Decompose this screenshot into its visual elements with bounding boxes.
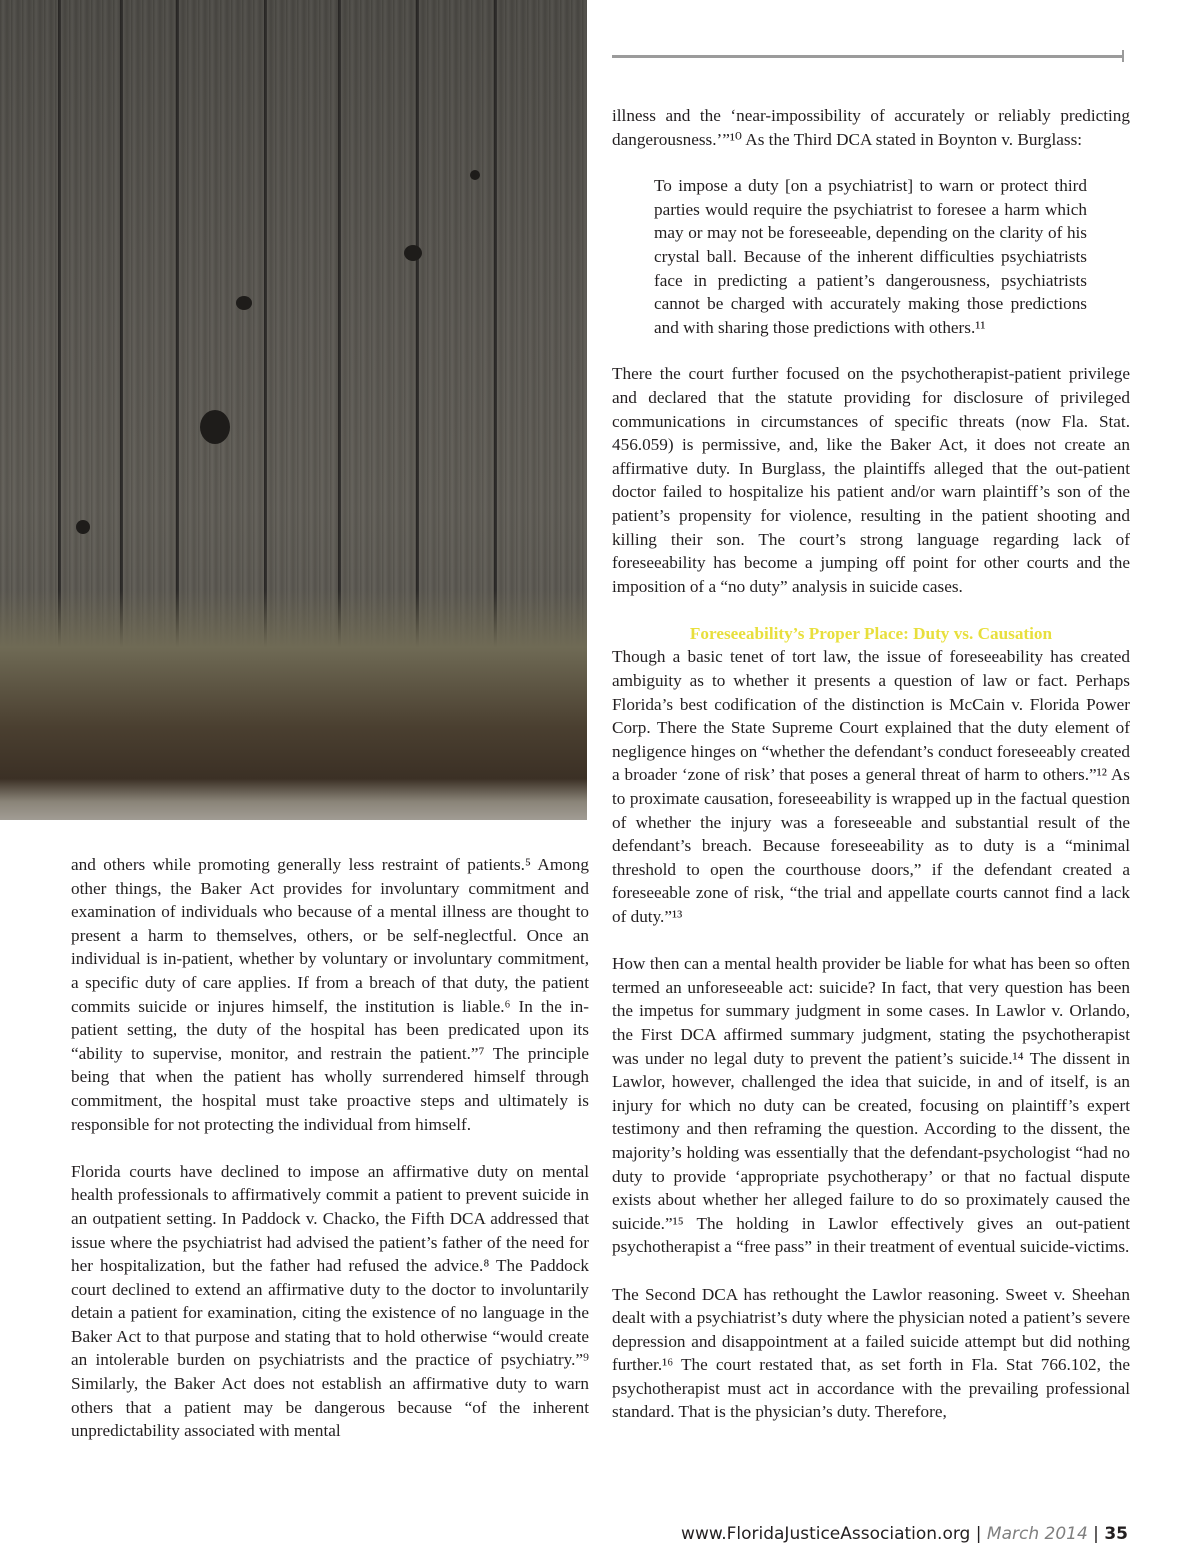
right-paragraph-5: The Second DCA has rethought the Lawlor reasoning. Sweet v. Sheehan dealt with a psychiatrist’s duty where the physician noted a patient’s severe depression and disappointment at a failed suicide attempt but did nothing further.¹⁶ The court restated that, as set forth in Fla. Stat 766.102, the psychotherapist must act in accordance with the prevailing professional standard. That is the physician’s duty. Therefore, <box>612 1284 1130 1422</box>
right-paragraph-1: illness and the ‘near-impossibility of accurately or reliably predicting dangerousness.’”¹⁰ As the Third DCA stated in Boynton v. Burglass: <box>612 106 1130 149</box>
left-paragraph-2: Florida courts have declined to impose an affirmative duty on mental health professionals to affirmatively commit a patient to prevent suicide in an outpatient setting. In Paddock v. Chacko, the Fifth DCA addressed that issue where the psychiatrist had advised the patient’s father of the need for her hospitalization, but the father had refused the advice.⁸ The Paddock court declined to extend an affirmative duty to the doctor to involuntarily detain a patient for examination, citing the existence of no language in the Baker Act to that purpose and stating that to hold otherwise “would create an intolerable burden on psychiatrists and the practice of psychiatry.”⁹ Similarly, the Baker Act does not establish an affirmative duty to warn others that a patient may be dangerous because “of the inherent unpredictability associated with mental <box>71 1161 589 1441</box>
top-rule-tick <box>1122 50 1124 62</box>
block-quote: To impose a duty [on a psychiatrist] to warn or protect third parties would require the psychiatrist to foresee a harm which may or may not be foreseeable, depending on the clarity of his crystal ball. Because of the inherent difficulties psychiatrists face in predicting a patient’s dangerousness, psychiatrists cannot be charged with accurately making those predictions and with sharing those predictions with others.¹¹ <box>654 176 1087 337</box>
footer-separator: | <box>1087 1524 1105 1544</box>
footer-date: March 2014 <box>986 1524 1088 1544</box>
section-heading: Foreseeability’s Proper Place: Duty vs. Causation <box>689 623 1053 643</box>
page-footer <box>681 1524 1128 1544</box>
top-rule <box>612 55 1124 58</box>
fence-photo <box>0 0 587 820</box>
right-column <box>612 104 1130 1424</box>
footer-separator: | <box>970 1524 987 1544</box>
right-paragraph-4: How then can a mental health provider be liable for what has been so often termed an unforeseeable act: suicide? In fact, that very question has been the impetus for summary judgment in some cases. In Lawlor v. Orlando, the First DCA affirmed summary judgment, stating the psychotherapist was under no legal duty to prevent the patient’s suicide.¹⁴ The dissent in Lawlor, however, challenged the idea that suicide, in and of itself, is an injury for which no duty can be created, focusing on plaintiff’s expert testimony and then reframing the question. According to the dissent, the majority’s holding was essentially that the defendant-psychologist “had no duty to provide ‘appropriate psychotherapy’ or that no factual dispute exists about whether her alleged failure to do so proximately caused the suicide.”¹⁵ The holding in Lawlor effectively gives an out-patient psychotherapist a “free pass” in their treatment of eventual suicide-victims. <box>612 954 1130 1257</box>
page-number: 35 <box>1104 1524 1128 1544</box>
right-paragraph-3: Though a basic tenet of tort law, the issue of foreseeability has created ambiguity as to whether it presents a question of law or fact. Perhaps Florida’s best codification of the distinction is McCain v. Florida Power Corp. There the State Supreme Court explained that the duty element of negligence hinges on “whether the defendant’s conduct foreseeably created a broader ‘zone of risk’ that poses a general threat of harm to others.”¹² As to proximate causation, foreseeability is wrapped up in the factual question of whether the injury was a foreseeable and substantial result of the defendant’s breach. Because foreseeability as to duty is a “minimal threshold to open the courthouse doors,” if the defendant created a foreseeable zone of risk, “the trial and appellate courts cannot find a lack of duty.”¹³ <box>612 647 1130 926</box>
grass-and-dirt <box>0 590 587 820</box>
left-column <box>71 853 589 1443</box>
right-paragraph-2: There the court further focused on the psychotherapist-patient privilege and declared that the statute providing for disclosure of privileged communications in circumstances of specific threats (now Fla. Stat. 456.059) is permissive, and, like the Baker Act, it does not create an affirmative duty. In Burglass, the plaintiffs alleged that the out-patient doctor failed to hospitalize his patient and/or warn plaintiff’s son of the patient’s propensity for violence, resulting in the patient shooting and killing their son. The court’s strong language regarding lack of foreseeability has become a jumping off point for other courts and the imposition of a “no duty” analysis in suicide cases. <box>612 364 1130 596</box>
left-paragraph-1: and others while promoting generally less restraint of patients.⁵ Among other things, the Baker Act provides for involuntary commitment and examination of individuals who because of a mental illness are thought to present a harm to themselves, others, or be self-neglectful. Once an individual is in-patient, whether by voluntary or involuntary commitment, a specific duty of care applies. If from a breach of that duty, the patient commits suicide or injures himself, the institution is liable.⁶ In the in-patient setting, the duty of the hospital has been predicated upon its “ability to supervise, monitor, and restrain the patient.”⁷ The principle being that when the patient has wholly surrendered himself through commitment, the hospital must take proactive steps and ultimately is responsible for not protecting the individual from himself. <box>71 855 589 1134</box>
footer-site: www.FloridaJusticeAssociation.org <box>681 1524 971 1544</box>
